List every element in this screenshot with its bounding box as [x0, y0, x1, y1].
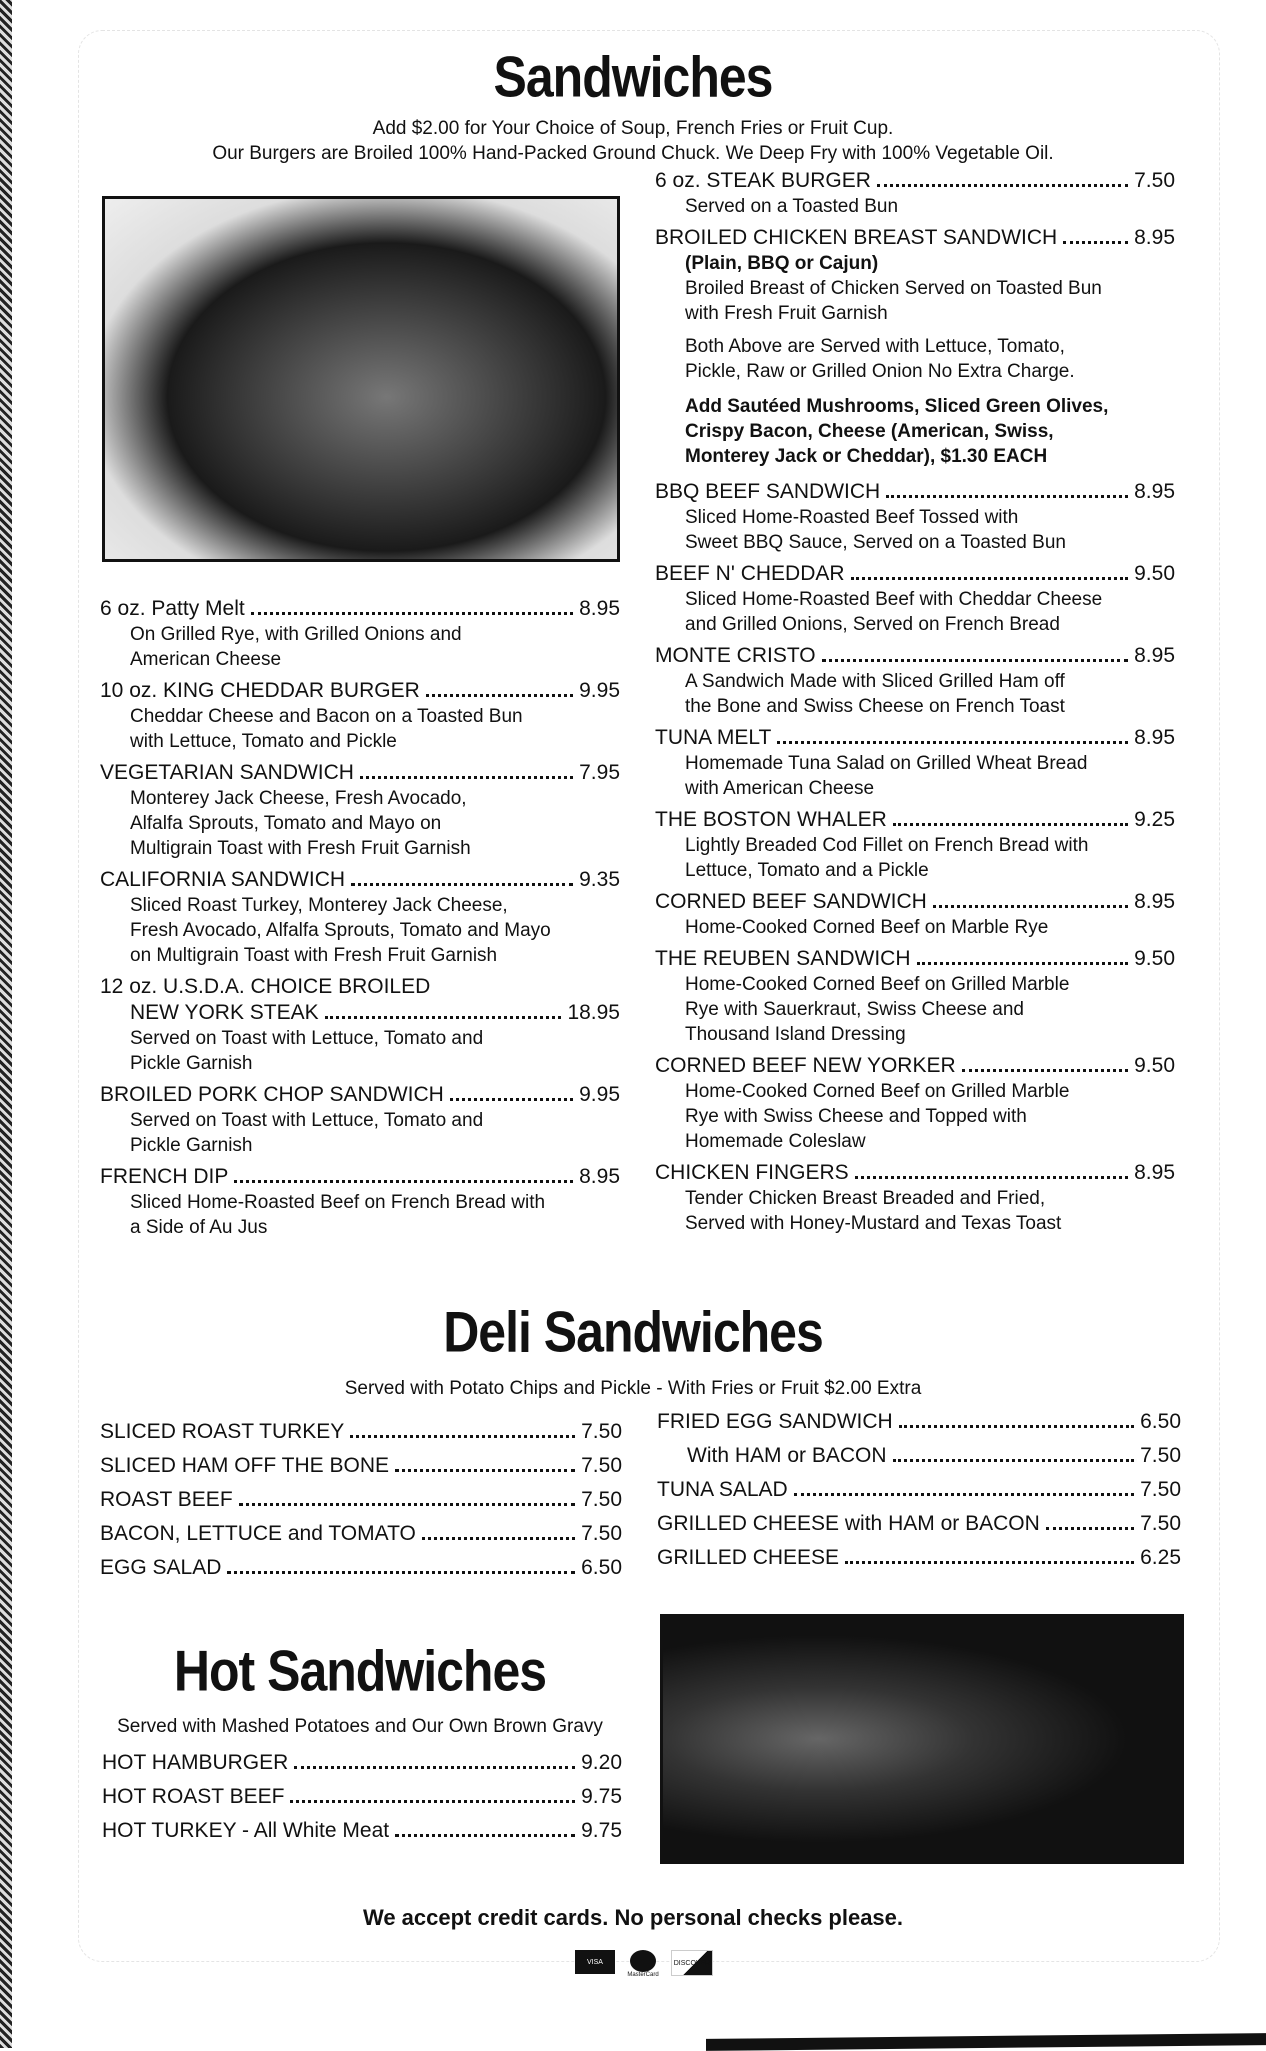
- item-price: 8.95: [1134, 644, 1175, 667]
- note-line: Monterey Jack or Cheddar), $1.30 EACH: [685, 446, 1048, 467]
- item-price: 7.50: [1140, 1444, 1181, 1467]
- menu-item-row: [657, 1507, 1181, 1541]
- item-description: on Multigrain Toast with Fresh Fruit Garnish: [130, 945, 498, 966]
- menu-item-row: [100, 760, 620, 786]
- item-name: EGG SALAD: [100, 1556, 222, 1579]
- deli-subtitle: Served with Potato Chips and Pickle - With Fries or Fruit $2.00 Extra: [344, 1378, 922, 1399]
- item-name: THE REUBEN SANDWICH: [655, 947, 911, 970]
- menu-item-row: [655, 1160, 1175, 1186]
- item-name: HOT TURKEY - All White Meat: [102, 1819, 390, 1842]
- note-line: Crispy Bacon, Cheese (American, Swiss,: [685, 421, 1054, 442]
- item-name: THE BOSTON WHALER: [655, 808, 887, 831]
- menu-item-row: [655, 807, 1175, 833]
- menu-item: [655, 1053, 1175, 1154]
- dot-leader: [962, 1069, 1128, 1072]
- menu-item-row: [655, 1053, 1175, 1079]
- item-price: 9.25: [1134, 808, 1175, 831]
- item-description: Rye with Swiss Cheese and Topped with: [685, 1106, 1027, 1127]
- item-description: Served on a Toasted Bun: [685, 196, 899, 217]
- mastercard-logo: [623, 1950, 663, 1979]
- item-price: 6.50: [581, 1556, 622, 1579]
- item-description: Pickle Garnish: [130, 1135, 253, 1156]
- menu-item-row: [100, 1000, 620, 1026]
- item-price: 7.50: [581, 1454, 622, 1477]
- menu-item: [655, 946, 1175, 1047]
- menu-item-row: [100, 1164, 620, 1190]
- dot-leader: [294, 1766, 575, 1769]
- item-description: Sliced Home-Roasted Beef Tossed with: [685, 507, 1019, 528]
- item-description: Sliced Roast Turkey, Monterey Jack Cheese,: [130, 895, 508, 916]
- item-name: HOT HAMBURGER: [102, 1751, 289, 1774]
- item-name: CORNED BEEF NEW YORKER: [655, 1054, 956, 1077]
- menu-item: [655, 807, 1175, 883]
- sandwiches-subtitle-1: Add $2.00 for Your Choice of Soup, French Fries or Fruit Cup.: [372, 118, 894, 139]
- item-description: A Sandwich Made with Sliced Grilled Ham off: [685, 671, 1065, 692]
- item-description: with American Cheese: [685, 778, 875, 799]
- item-name: BROILED PORK CHOP SANDWICH: [100, 1083, 444, 1106]
- item-name: SLICED HAM OFF THE BONE: [100, 1454, 389, 1477]
- item-description: Cheddar Cheese and Bacon on a Toasted Bun: [130, 706, 523, 727]
- item-name: ROAST BEEF: [100, 1488, 233, 1511]
- menu-item-row: [657, 1405, 1181, 1439]
- item-price: 9.75: [581, 1785, 622, 1808]
- hot-subtitle: Served with Mashed Potatoes and Our Own Brown Gravy: [117, 1716, 603, 1737]
- item-name: 6 oz. STEAK BURGER: [655, 169, 871, 192]
- sandwiches-title: Sandwiches: [493, 44, 773, 110]
- menu-item-row: [657, 1473, 1181, 1507]
- dot-leader: [917, 962, 1129, 965]
- dot-leader: [325, 1016, 562, 1019]
- menu-item-row: [102, 1746, 622, 1780]
- item-price: 7.50: [1140, 1512, 1181, 1535]
- menu-item: [655, 168, 1175, 219]
- hot-list: [102, 1746, 622, 1848]
- item-name: NEW YORK STEAK: [130, 1001, 319, 1024]
- item-description: with Fresh Fruit Garnish: [685, 303, 888, 324]
- menu-item-row: [100, 867, 620, 893]
- item-description: Fresh Avocado, Alfalfa Sprouts, Tomato and Mayo: [130, 920, 551, 941]
- item-description: American Cheese: [130, 649, 282, 670]
- item-description: Broiled Breast of Chicken Served on Toasted Bun: [685, 278, 1102, 299]
- card-logos: [575, 1950, 713, 1979]
- item-description: Monterey Jack Cheese, Fresh Avocado,: [130, 788, 467, 809]
- item-name: BBQ BEEF SANDWICH: [655, 480, 881, 503]
- dot-leader: [360, 776, 573, 779]
- item-description: Sliced Home-Roasted Beef with Cheddar Cheese: [685, 589, 1103, 610]
- item-price: 8.95: [579, 597, 620, 620]
- item-description: Home-Cooked Corned Beef on Grilled Marble: [685, 974, 1070, 995]
- menu-item-row: [102, 1814, 622, 1848]
- item-name-line: 12 oz. U.S.D.A. CHOICE BROILED: [100, 975, 431, 998]
- item-name: 10 oz. KING CHEDDAR BURGER: [100, 679, 420, 702]
- dot-leader: [422, 1537, 575, 1540]
- item-description: Lightly Breaded Cod Fillet on French Bread with: [685, 835, 1089, 856]
- menu-item-row: [102, 1780, 622, 1814]
- item-description: and Grilled Onions, Served on French Bread: [685, 614, 1060, 635]
- scan-edge-bottom: [706, 2033, 1266, 2051]
- dot-leader: [899, 1425, 1134, 1428]
- dot-leader: [845, 1561, 1134, 1564]
- dot-leader: [395, 1834, 575, 1837]
- dot-leader: [426, 694, 573, 697]
- menu-item-row: [657, 1439, 1181, 1473]
- menu-item: [100, 974, 620, 1076]
- menu-item-row: [100, 678, 620, 704]
- item-name: TUNA SALAD: [657, 1478, 788, 1501]
- menu-item-row: [655, 168, 1175, 194]
- item-description: Homemade Coleslaw: [685, 1131, 866, 1152]
- menu-item-row: [100, 1517, 622, 1551]
- menu-item: [100, 867, 620, 968]
- dot-leader: [794, 1493, 1134, 1496]
- item-description: the Bone and Swiss Cheese on French Toast: [685, 696, 1065, 717]
- item-price: 6.50: [1140, 1410, 1181, 1433]
- dot-leader: [350, 1435, 575, 1438]
- menu-item-row: [100, 1551, 622, 1585]
- item-description: Pickle Garnish: [130, 1053, 253, 1074]
- item-price: 9.20: [581, 1751, 622, 1774]
- menu-item-row: [655, 561, 1175, 587]
- item-price: 8.95: [1134, 226, 1175, 249]
- item-note: [655, 334, 1175, 384]
- visa-logo: VISA: [575, 1950, 615, 1974]
- dot-leader: [777, 741, 1128, 744]
- item-description: Multigrain Toast with Fresh Fruit Garnish: [130, 838, 471, 859]
- dot-leader: [290, 1800, 575, 1803]
- item-name: CHICKEN FINGERS: [655, 1161, 849, 1184]
- hot-sandwich-photo: [660, 1614, 1184, 1864]
- item-description: Lettuce, Tomato and a Pickle: [685, 860, 929, 881]
- item-description: a Side of Au Jus: [130, 1217, 268, 1238]
- menu-item-row: [655, 946, 1175, 972]
- item-name: GRILLED CHEESE: [657, 1546, 840, 1569]
- dot-leader: [822, 659, 1129, 662]
- item-price: 7.50: [581, 1522, 622, 1545]
- item-price: 7.50: [1140, 1478, 1181, 1501]
- note-line: Both Above are Served with Lettuce, Tomato,: [685, 336, 1065, 357]
- item-price: 7.50: [581, 1488, 622, 1511]
- menu-item-row: [655, 725, 1175, 751]
- menu-item-row: [100, 1415, 622, 1449]
- menu-item-row: [655, 889, 1175, 915]
- sandwiches-subtitle-2: Our Burgers are Broiled 100% Hand-Packed Ground Chuck. We Deep Fry with 100% Vegetable Oil.: [212, 143, 1054, 164]
- scan-edge: [0, 0, 12, 2048]
- item-price: 9.50: [1134, 1054, 1175, 1077]
- item-price: 7.95: [579, 761, 620, 784]
- item-name: CALIFORNIA SANDWICH: [100, 868, 346, 891]
- menu-item-row: [100, 596, 620, 622]
- item-price: 9.50: [1134, 947, 1175, 970]
- item-name: TUNA MELT: [655, 726, 772, 749]
- item-name: HOT ROAST BEEF: [102, 1785, 285, 1808]
- item-name: SLICED ROAST TURKEY: [100, 1420, 345, 1443]
- item-price: 8.95: [1134, 890, 1175, 913]
- item-name: BROILED CHICKEN BREAST SANDWICH: [655, 226, 1058, 249]
- item-name: BACON, LETTUCE and TOMATO: [100, 1522, 416, 1545]
- sandwiches-left-column: [100, 596, 620, 1246]
- menu-item: [655, 643, 1175, 719]
- item-name: CORNED BEEF SANDWICH: [655, 890, 927, 913]
- item-description: Home-Cooked Corned Beef on Grilled Marble: [685, 1081, 1070, 1102]
- item-price: 8.95: [1134, 726, 1175, 749]
- item-description: Rye with Sauerkraut, Swiss Cheese and: [685, 999, 1024, 1020]
- item-description: Served on Toast with Lettuce, Tomato and: [130, 1110, 484, 1131]
- dot-leader: [234, 1180, 573, 1183]
- item-name: With HAM or BACON: [687, 1444, 887, 1467]
- dot-leader: [395, 1469, 575, 1472]
- item-name: FRIED EGG SANDWICH: [657, 1410, 893, 1433]
- note-line: Add Sautéed Mushrooms, Sliced Green Olives,: [685, 396, 1109, 417]
- item-price: 6.25: [1140, 1546, 1181, 1569]
- menu-item-row: [100, 1082, 620, 1108]
- item-description: Sliced Home-Roasted Beef on French Bread with: [130, 1192, 546, 1213]
- item-description: with Lettuce, Tomato and Pickle: [130, 731, 397, 752]
- menu-item: [100, 596, 620, 672]
- hot-title: Hot Sandwiches: [173, 1638, 547, 1704]
- item-description: Alfalfa Sprouts, Tomato and Mayo on: [130, 813, 442, 834]
- dot-leader: [893, 823, 1128, 826]
- dot-leader: [933, 905, 1128, 908]
- item-description: Tender Chicken Breast Breaded and Fried,: [685, 1188, 1046, 1209]
- menu-item: [655, 1160, 1175, 1236]
- menu-item-row: [655, 225, 1175, 251]
- mastercard-circles-icon: [630, 1950, 656, 1972]
- menu-item-row: [100, 1449, 622, 1483]
- item-price: 7.50: [1134, 169, 1175, 192]
- menu-item: [655, 561, 1175, 637]
- item-name: 6 oz. Patty Melt: [100, 597, 245, 620]
- item-price: 18.95: [567, 1001, 620, 1024]
- mastercard-label: MasterCard: [627, 1972, 659, 1978]
- item-option: (Plain, BBQ or Cajun): [685, 253, 879, 274]
- item-note: [655, 394, 1175, 469]
- dot-leader: [893, 1459, 1135, 1462]
- menu-item: [100, 1082, 620, 1158]
- item-price: 8.95: [1134, 480, 1175, 503]
- dot-leader: [239, 1503, 575, 1506]
- burger-photo: [102, 196, 620, 562]
- note-line: Pickle, Raw or Grilled Onion No Extra Charge.: [685, 361, 1075, 382]
- menu-item-row: [657, 1541, 1181, 1575]
- payment-note: We accept credit cards. No personal checks please.: [362, 1905, 904, 1930]
- item-price: 7.50: [581, 1420, 622, 1443]
- menu-item: [655, 479, 1175, 555]
- item-price: 8.95: [579, 1165, 620, 1188]
- dot-leader: [227, 1571, 575, 1574]
- item-description: Served with Honey-Mustard and Texas Toast: [685, 1213, 1062, 1234]
- item-description: Served on Toast with Lettuce, Tomato and: [130, 1028, 484, 1049]
- dot-leader: [1046, 1527, 1134, 1530]
- menu-item-row: [100, 1483, 622, 1517]
- dot-leader: [886, 495, 1128, 498]
- item-description: Home-Cooked Corned Beef on Marble Rye: [685, 917, 1049, 938]
- item-name: BEEF N' CHEDDAR: [655, 562, 845, 585]
- discover-logo: DISCOVER: [671, 1950, 713, 1976]
- item-description: On Grilled Rye, with Grilled Onions and: [130, 624, 462, 645]
- item-description: Thousand Island Dressing: [685, 1024, 906, 1045]
- item-name: GRILLED CHEESE with HAM or BACON: [657, 1512, 1040, 1535]
- item-description: Homemade Tuna Salad on Grilled Wheat Bread: [685, 753, 1088, 774]
- menu-item-row: [655, 643, 1175, 669]
- item-price: 9.50: [1134, 562, 1175, 585]
- item-price: 9.95: [579, 1083, 620, 1106]
- item-name: MONTE CRISTO: [655, 644, 816, 667]
- dot-leader: [1063, 241, 1128, 244]
- menu-item-row: [655, 479, 1175, 505]
- deli-left-column: [100, 1415, 622, 1585]
- dot-leader: [351, 883, 573, 886]
- item-description: Sweet BBQ Sauce, Served on a Toasted Bun: [685, 532, 1066, 553]
- item-price: 9.35: [579, 868, 620, 891]
- item-name: FRENCH DIP: [100, 1165, 229, 1188]
- dot-leader: [851, 577, 1129, 580]
- deli-title: Deli Sandwiches: [443, 1299, 823, 1365]
- menu-item: [100, 1164, 620, 1240]
- dot-leader: [855, 1176, 1128, 1179]
- dot-leader: [877, 184, 1128, 187]
- item-price: 8.95: [1134, 1161, 1175, 1184]
- menu-item: [655, 225, 1175, 469]
- menu-item: [655, 725, 1175, 801]
- item-price: 9.75: [581, 1819, 622, 1842]
- menu-item: [655, 889, 1175, 940]
- dot-leader: [450, 1098, 573, 1101]
- dot-leader: [251, 612, 573, 615]
- sandwiches-right-column: [655, 168, 1175, 1242]
- item-price: 9.95: [579, 679, 620, 702]
- item-name: VEGETARIAN SANDWICH: [100, 761, 354, 784]
- deli-right-column: [657, 1405, 1181, 1575]
- menu-item: [100, 678, 620, 754]
- menu-item: [100, 760, 620, 861]
